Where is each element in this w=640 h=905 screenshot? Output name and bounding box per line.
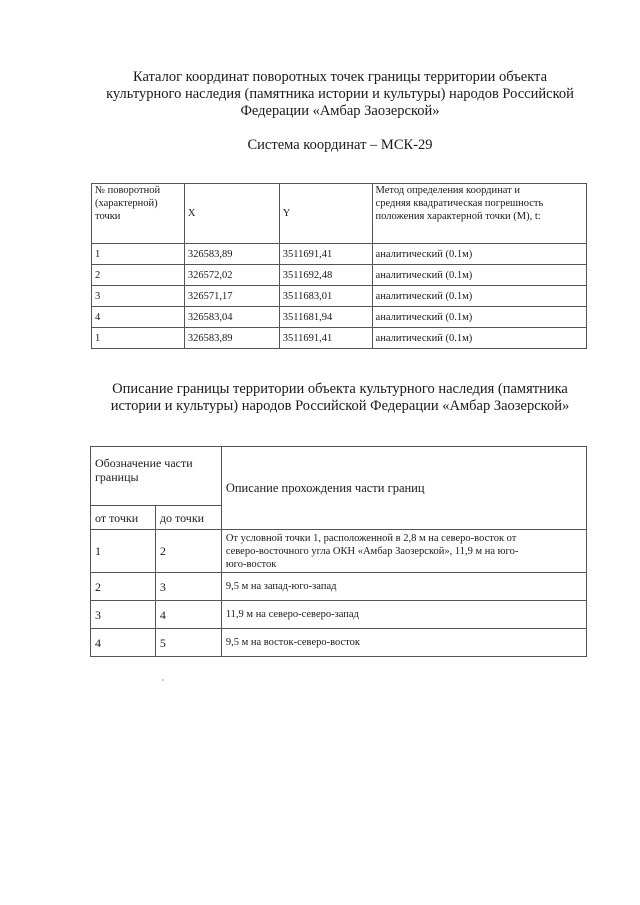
table-row [91, 530, 587, 573]
cell-to: 4 [155, 601, 221, 629]
table-row [91, 601, 587, 629]
cell-x: 326572,02 [184, 265, 279, 286]
table-row [92, 265, 587, 286]
boundary-description-title [70, 381, 610, 415]
subtitle-line: Описание границы территории объекта культурного наследия (памятника [112, 381, 568, 397]
cell-to: 5 [155, 629, 221, 657]
header-text: средняя квадратическая погрешность [375, 198, 544, 209]
header-y: Y [279, 184, 372, 244]
catalog-title [90, 69, 590, 120]
table-row [91, 629, 587, 657]
cell-description: 9,5 м на восток-северо-восток [221, 629, 586, 657]
cell-y: 3511692,48 [279, 265, 372, 286]
cell-method: аналитический (0.1м) [372, 244, 586, 265]
cell-from: 4 [91, 629, 156, 657]
cell-from: 1 [91, 530, 156, 573]
header-method [372, 184, 586, 244]
cell-method: аналитический (0.1м) [372, 307, 586, 328]
title-line: Федерации «Амбар Заозерской» [240, 103, 440, 119]
header-x: X [184, 184, 279, 244]
cell-from: 3 [91, 601, 156, 629]
cell-y: 3511691,41 [279, 328, 372, 349]
header-to-point: до точки [155, 506, 221, 530]
cell-x: 326583,89 [184, 328, 279, 349]
table-row [91, 573, 587, 601]
coordinate-system-label: Система координат – МСК-29 [247, 137, 433, 153]
cell-point: 1 [92, 328, 185, 349]
cell-method: аналитический (0.1м) [372, 265, 586, 286]
catalog-header-row [92, 184, 587, 244]
cell-to: 3 [155, 573, 221, 601]
description-line: От условной точки 1, расположенной в 2,8 м на северо-восток от [225, 532, 517, 544]
header-text: положения характерной точки (М), t: [375, 211, 541, 222]
title-line: Каталог координат поворотных точек границы территории объекта [132, 69, 547, 85]
cell-to: 2 [155, 530, 221, 573]
cell-x: 326571,17 [184, 286, 279, 307]
cell-point: 4 [92, 307, 185, 328]
header-text: границы [95, 470, 139, 484]
coordinates-catalog-table [91, 183, 587, 349]
header-point-number [92, 184, 185, 244]
table-row [92, 328, 587, 349]
table-row [92, 286, 587, 307]
scan-speck [162, 679, 164, 681]
cell-y: 3511683,01 [279, 286, 372, 307]
cell-y: 3511691,41 [279, 244, 372, 265]
cell-point: 3 [92, 286, 185, 307]
header-text: Обозначение части [95, 456, 193, 470]
header-text: (характерной) [95, 198, 158, 209]
boundary-header-row [91, 447, 587, 506]
cell-description [221, 530, 586, 573]
cell-x: 326583,04 [184, 307, 279, 328]
header-text: № поворотной [95, 185, 161, 196]
description-line: северо-восточного угла ОКН «Амбар Заозерской», 11,9 м на юго- [225, 545, 519, 557]
table-row [92, 307, 587, 328]
table-row [92, 244, 587, 265]
cell-method: аналитический (0.1м) [372, 328, 586, 349]
header-from-point: от точки [91, 506, 156, 530]
cell-x: 326583,89 [184, 244, 279, 265]
cell-point: 2 [92, 265, 185, 286]
cell-method: аналитический (0.1м) [372, 286, 586, 307]
cell-y: 3511681,94 [279, 307, 372, 328]
header-text: Метод определения координат и [375, 185, 520, 196]
header-text: точки [95, 211, 121, 222]
cell-point: 1 [92, 244, 185, 265]
subtitle-line: истории и культуры) народов Российской Федерации «Амбар Заозерской» [110, 398, 570, 414]
header-description: Описание прохождения части границ [221, 447, 586, 530]
title-line: культурного наследия (памятника истории и культуры) народов Российской [106, 86, 574, 102]
cell-from: 2 [91, 573, 156, 601]
header-boundary-part [91, 447, 222, 506]
cell-description: 9,5 м на запад-юго-запад [221, 573, 586, 601]
boundary-description-table [90, 446, 587, 657]
description-line: юго-восток [225, 558, 277, 570]
cell-description: 11,9 м на северо-северо-запад [221, 601, 586, 629]
